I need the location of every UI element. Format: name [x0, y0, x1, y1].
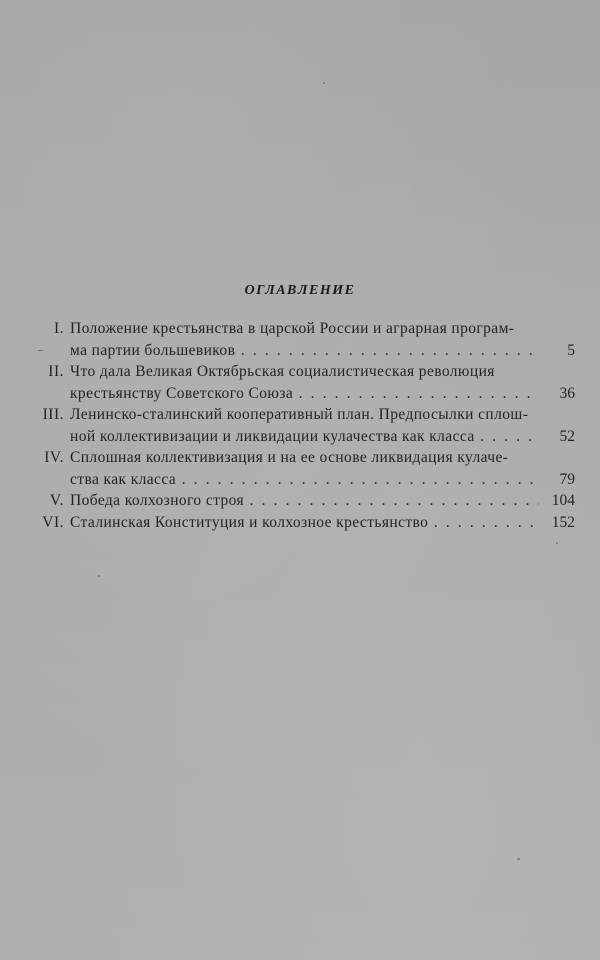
chapter-title: Положение крестьянства в царской России и аграрная програм- — [70, 320, 515, 337]
chapter-number: V. — [49, 492, 64, 509]
dot-leaders — [241, 341, 539, 363]
chapter-title-continuation: ма партии большевиков — [70, 341, 236, 359]
page-number: 104 — [551, 492, 575, 509]
page-number: 52 — [559, 427, 575, 445]
chapter-number: III. — [42, 406, 64, 423]
chapter-title-continuation: крестьянству Советского Союза — [70, 384, 294, 402]
toc-entry — [30, 318, 575, 361]
dot-leaders — [481, 427, 539, 449]
chapter-title: Сталинская Конституция и колхозное крестьянство — [70, 513, 429, 531]
dot-leaders — [250, 491, 539, 513]
chapter-title-continuation: ства как класса — [70, 470, 177, 488]
toc-entry — [30, 447, 575, 490]
chapter-title: Ленинско-сталинский кооперативный план. Предпосылки сплош- — [70, 406, 529, 423]
paper-speck — [517, 858, 520, 860]
page-number: 79 — [559, 470, 575, 488]
paper-speck — [556, 542, 558, 544]
dot-leaders — [299, 384, 539, 406]
dot-leaders — [434, 513, 539, 535]
table-of-contents — [30, 318, 575, 533]
toc-entry — [30, 361, 575, 404]
chapter-number: I. — [53, 320, 64, 337]
dot-leaders — [182, 470, 539, 492]
chapter-title-continuation: ной коллективизации и ликвидации кулачества как класса — [70, 427, 475, 445]
paper-speck — [323, 82, 325, 84]
toc-entry — [30, 512, 575, 534]
page-number: 5 — [567, 341, 575, 359]
chapter-title: Сплошная коллективизация и на ее основе ликвидация кулаче- — [70, 449, 509, 466]
chapter-number: II. — [48, 363, 64, 380]
paper-speck — [38, 350, 43, 351]
toc-entry — [30, 404, 575, 447]
paper-speck — [98, 575, 100, 577]
chapter-title: Победа колхозного строя — [70, 492, 245, 509]
chapter-number: VI. — [42, 513, 64, 531]
page-number: 152 — [551, 513, 575, 531]
toc-title: ОГЛАВЛЕНИЕ — [244, 283, 356, 298]
chapter-number: IV. — [44, 449, 64, 466]
chapter-title: Что дала Великая Октябрьская социалистическая революция — [70, 363, 495, 380]
page-number: 36 — [559, 384, 575, 402]
toc-entry — [30, 490, 575, 512]
